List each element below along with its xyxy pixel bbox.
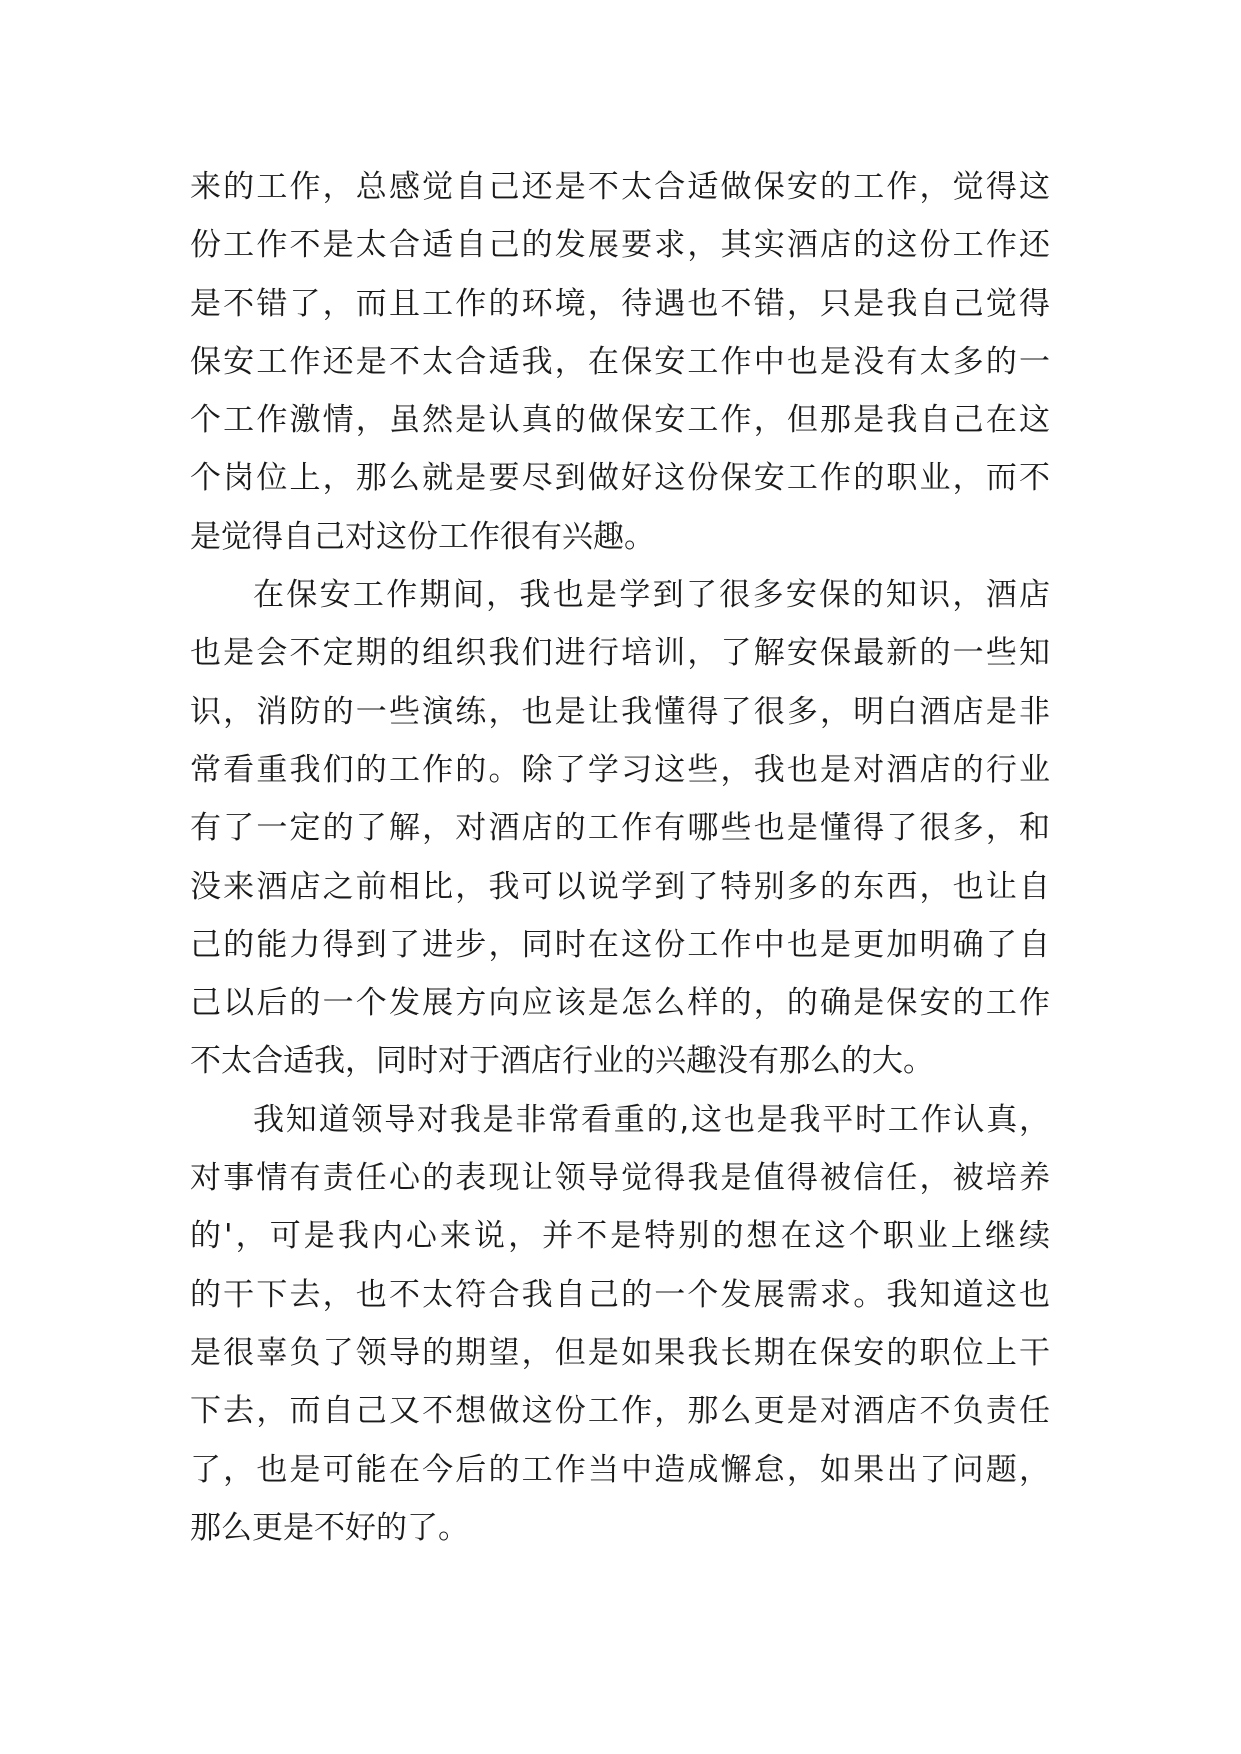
paragraph-start-line: 在保安工作期间，我也是学到了很多安保的知识，酒店 — [253, 577, 1050, 614]
text-line: 下去，而自己又不想做这份工作，那么更是对酒店不负责任 — [190, 1393, 1050, 1430]
text-line: 的干下去，也不太符合我自己的一个发展需求。我知道这也 — [190, 1276, 1050, 1313]
text-line: 的'，可是我内心来说，并不是特别的想在这个职业上继续 — [190, 1218, 1050, 1255]
text-line: 个工作激情，虽然是认真的做保安工作，但那是我自己在这 — [190, 402, 1050, 439]
text-line: 己的能力得到了进步，同时在这份工作中也是更加明确了自 — [190, 926, 1050, 963]
paragraph-start-line: 我知道领导对我是非常看重的,这也是我平时工作认真， — [253, 1101, 1050, 1138]
text-line: 常看重我们的工作的。除了学习这些，我也是对酒店的行业 — [190, 751, 1050, 788]
text-line: 识，消防的一些演练，也是让我懂得了很多，明白酒店是非 — [190, 693, 1050, 730]
text-line: 份工作不是太合适自己的发展要求，其实酒店的这份工作还 — [190, 227, 1050, 264]
text-line: 那么更是不好的了。 — [190, 1509, 469, 1546]
text-line: 保安工作还是不太合适我，在保安工作中也是没有太多的一 — [190, 343, 1050, 380]
text-line: 是不错了，而且工作的环境，待遇也不错，只是我自己觉得 — [190, 285, 1050, 322]
text-line: 个岗位上，那么就是要尽到做好这份保安工作的职业，而不 — [190, 460, 1050, 497]
text-line: 对事情有责任心的表现让领导觉得我是值得被信任，被培养 — [190, 1160, 1050, 1197]
text-line: 有了一定的了解，对酒店的工作有哪些也是懂得了很多，和 — [190, 810, 1050, 847]
text-line: 己以后的一个发展方向应该是怎么样的，的确是保安的工作 — [190, 985, 1050, 1022]
text-line: 了，也是可能在今后的工作当中造成懈怠，如果出了问题， — [190, 1451, 1050, 1488]
text-line: 没来酒店之前相比，我可以说学到了特别多的东西，也让自 — [190, 868, 1050, 905]
text-line: 不太合适我，同时对于酒店行业的兴趣没有那么的大。 — [190, 1043, 934, 1080]
text-line: 是觉得自己对这份工作很有兴趣。 — [190, 518, 655, 555]
text-line: 是很辜负了领导的期望，但是如果我长期在保安的职位上干 — [190, 1334, 1050, 1371]
text-line: 也是会不定期的组织我们进行培训，了解安保最新的一些知 — [190, 635, 1050, 672]
text-line: 来的工作，总感觉自己还是不太合适做保安的工作，觉得这 — [190, 169, 1050, 205]
document-body — [190, 158, 1050, 1557]
